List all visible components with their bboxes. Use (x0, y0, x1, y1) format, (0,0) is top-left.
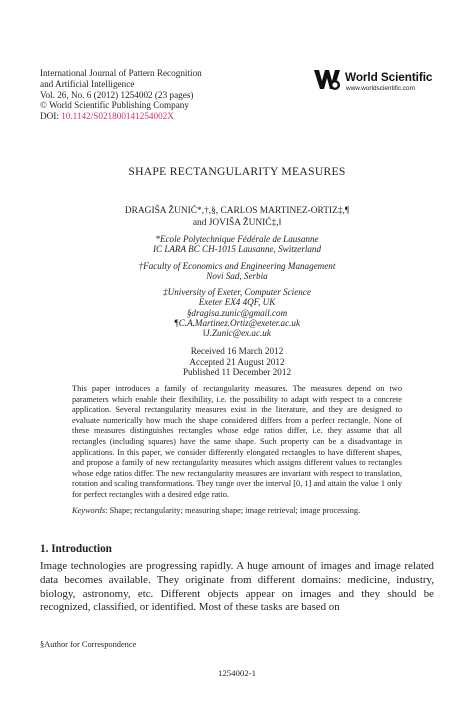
journal-doi (40, 111, 202, 122)
date-accepted: Accepted 21 August 2012 (189, 356, 285, 367)
publisher-name: World Scientific (345, 70, 433, 84)
author-list (40, 206, 434, 229)
section-heading-introduction: 1. Introduction (40, 543, 112, 555)
paper-title: SHAPE RECTANGULARITY MEASURES (128, 165, 346, 178)
date-published: Published 11 December 2012 (182, 367, 292, 378)
affiliation-epfl-line1: *Ecole Polytechnique Fédérale de Lausanne (155, 234, 319, 244)
page-number: 1254002-1 (217, 668, 257, 678)
affiliation-novi-sad-line1: †Faculty of Economics and Engineering Management (138, 260, 336, 271)
affiliation-exeter (40, 287, 434, 308)
journal-name-line2: and Artificial Intelligence (40, 78, 135, 89)
authors-line2: and JOVIŠA ŽUNIĆ‡,‖ (192, 217, 282, 228)
doi-label: DOI: (40, 111, 62, 122)
keywords-label: Keywords (72, 506, 106, 515)
email-carlos[interactable]: ¶C.A.Martinez.Ortiz@exeter.ac.uk (173, 318, 300, 329)
journal-volume: Vol. 26, No. 6 (2012) 1254002 (23 pages) (40, 89, 194, 100)
email-jovisa[interactable]: ‖J.Zunic@ex.ac.uk (203, 328, 271, 339)
world-scientific-logo-icon (314, 67, 341, 91)
journal-copyright: © World Scientific Publishing Company (40, 100, 189, 111)
publisher-logo (314, 66, 444, 96)
affiliations (40, 234, 434, 339)
email-dragisa[interactable]: §dragisa.zunic@gmail.com (186, 307, 288, 318)
affiliation-exeter-line2: Exeter EX4 4QF, UK (198, 297, 276, 308)
affiliation-novi-sad-line2: Novi Sad, Serbia (206, 270, 268, 281)
affiliation-exeter-line1: ‡University of Exeter, Computer Science (163, 287, 311, 298)
publication-dates (40, 346, 434, 378)
doi-link[interactable]: 10.1142/S021800141254002X (61, 111, 174, 122)
keywords (72, 506, 402, 517)
publisher-url[interactable]: www.worldscientific.com (346, 85, 415, 92)
affiliation-novi-sad (40, 261, 434, 282)
introduction-text: Image technologies are progressing rapidly. A huge amount of images and image related data becomes available. They originate from different domains: medicine, industry, biology, astronomy, etc. Different objects appear on images and they should be recognized, classified, or identified. Most of these tasks are based on (40, 560, 434, 614)
journal-info (40, 68, 202, 122)
keywords-text: : Shape; rectangularity; measuring shape; image retrieval; image processing. (105, 506, 361, 515)
journal-name-line1: International Journal of Pattern Recognition (40, 68, 202, 78)
affiliation-epfl-line2: IC LARA BC CH-1015 Lausanne, Switzerland (152, 244, 322, 255)
abstract: This paper introduces a family of rectangularity measures. The measures depend on two parameters which enable their flexibility, i.e. the possibility to adapt with respect to a concrete application. Several rectangularity measures exist in the literature, and they are designed to evaluate numerically how much the shape considered differs from a perfect rectangle. None of these measures distinguishes rectangles whose edge ratios differ, i.e. they assume that all rectangles (including squares) have the same shape. Such property can be a disadvantage in applications. In this paper, we consider differently elongated rectangles to have different shapes, and propose a family of new rectangularity measures which assigns different values to rectangles whose edge ratios differ. The new rectangularity measures are invariant with respect to translation, rotation and scaling transformations. They range over the interval [0, 1] and attain the value 1 only for perfect rectangles with a desired edge ratio. (72, 384, 402, 499)
affiliation-epfl (40, 234, 434, 255)
date-received: Received 16 March 2012 (190, 346, 284, 356)
authors-line1: DRAGIŠA ŽUNIĆ*,†,§, CARLOS MARTINEZ-ORTIZ‡,¶ (124, 206, 350, 216)
footnote: §Author for Correspondence (40, 640, 137, 649)
